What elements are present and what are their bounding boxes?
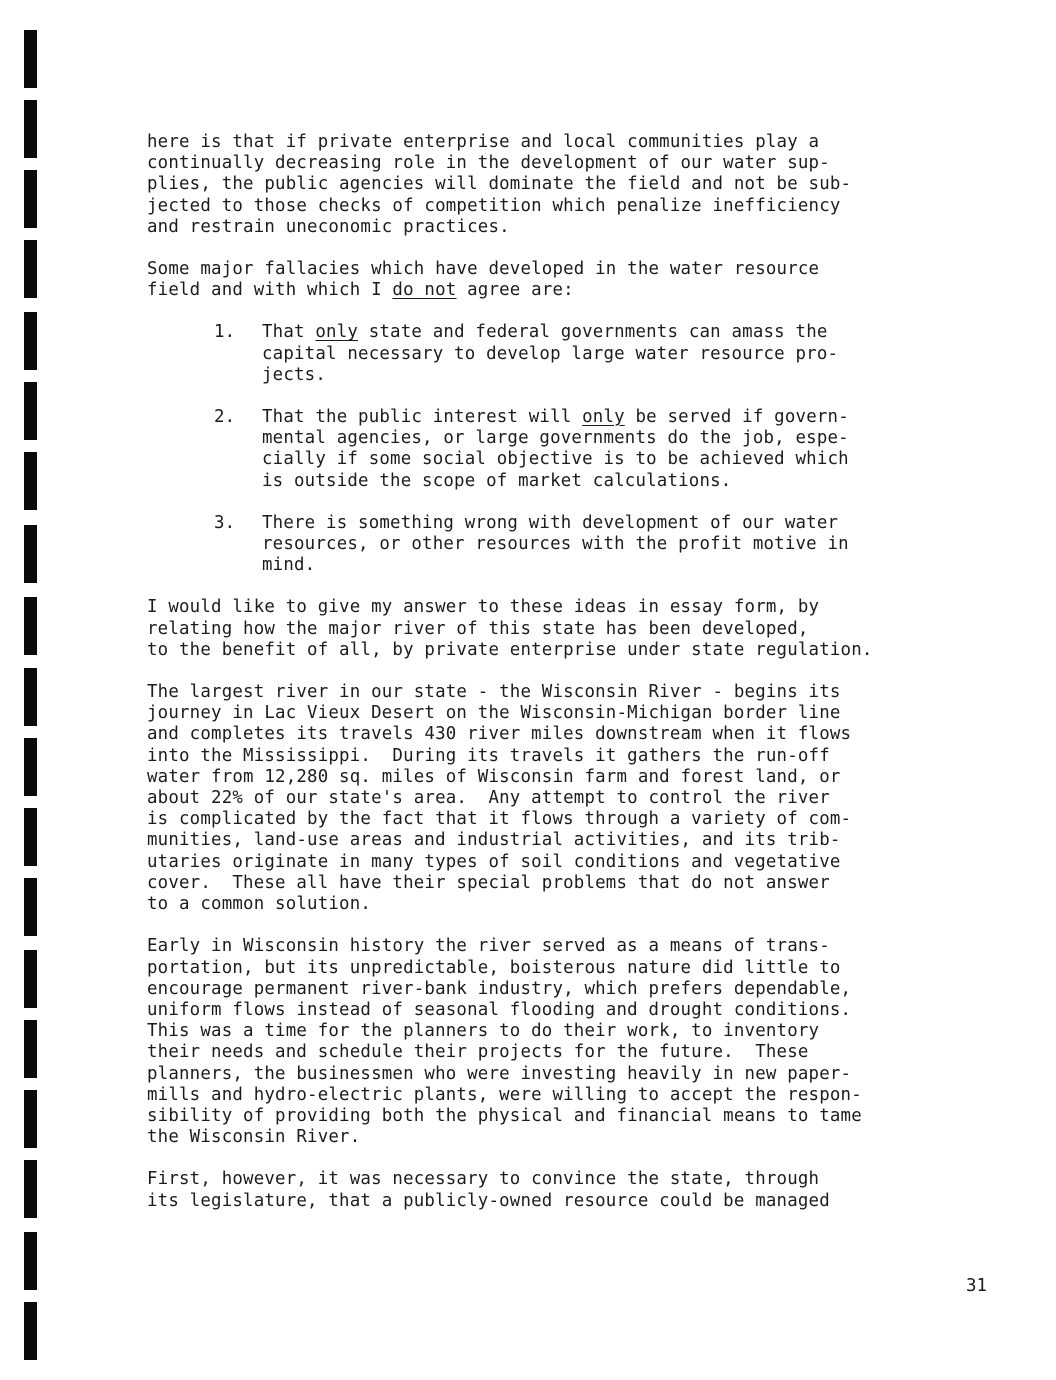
text-line: Early in Wisconsin history the river served as a means of trans- <box>147 936 830 957</box>
paragraph-legislature <box>147 1169 1007 1211</box>
text-line: jected to those checks of competition which penalize inefficiency <box>147 195 841 216</box>
text-line: Some major fallacies which have developed in the water resource <box>147 259 820 280</box>
page-number: 31 <box>966 1276 987 1296</box>
text-line: First, however, it was necessary to convince the state, through <box>147 1169 820 1190</box>
binder-hole <box>24 30 37 88</box>
text-line: portation, but its unpredictable, boisterous nature did little to <box>147 957 841 978</box>
text-line: munities, land-use areas and industrial activities, and its trib- <box>147 830 841 851</box>
text-line: mind. <box>262 555 316 576</box>
paragraph-fallacies-intro <box>147 259 1007 301</box>
text-run: field and with which I <box>147 280 393 301</box>
text-line: the Wisconsin River. <box>147 1127 361 1148</box>
typed-page-body <box>147 132 1007 1233</box>
list-item <box>214 407 1007 492</box>
text-run: agree are: <box>456 280 574 301</box>
text-line: There is something wrong with development of our water <box>262 512 839 533</box>
text-line: cover. These all have their special problems that do not answer <box>147 872 830 893</box>
text-line: The largest river in our state - the Wisconsin River - begins its <box>147 682 841 703</box>
binder-hole <box>24 382 37 440</box>
list-item <box>214 513 1007 577</box>
text-line: journey in Lac Vieux Desert on the Wisconsin-Michigan border line <box>147 703 841 724</box>
list-number: 2. <box>214 407 236 428</box>
text-line: utaries originate in many types of soil conditions and vegetative <box>147 851 841 872</box>
underlined-text: only <box>582 407 625 428</box>
text-line: continually decreasing role in the development of our water sup- <box>147 153 830 174</box>
binder-hole <box>24 1020 37 1078</box>
text-line <box>262 322 1007 343</box>
binder-holes <box>24 0 38 1380</box>
text-line: uniform flows instead of seasonal flooding and drought conditions. <box>147 999 852 1020</box>
binder-hole <box>24 312 37 370</box>
text-run: That <box>262 322 316 343</box>
binder-hole <box>24 1232 37 1290</box>
paragraph-early-history <box>147 936 1007 1148</box>
underlined-text: do not <box>392 280 457 301</box>
text-line: resources, or other resources with the profit motive in <box>262 534 849 555</box>
text-line: is complicated by the fact that it flows through a variety of com- <box>147 809 852 830</box>
binder-hole <box>24 100 37 158</box>
paragraph-essay-intro <box>147 597 1007 661</box>
binder-hole <box>24 170 37 228</box>
binder-hole <box>24 597 37 655</box>
text-line: sibility of providing both the physical and financial means to tame <box>147 1105 862 1126</box>
text-line: encourage permanent river-bank industry, which prefers dependable, <box>147 978 852 999</box>
text-line: water from 12,280 sq. miles of Wisconsin farm and forest land, or <box>147 766 841 787</box>
text-line: relating how the major river of this state has been developed, <box>147 618 809 639</box>
binder-hole <box>24 240 37 298</box>
text-line: is outside the scope of market calculations. <box>262 470 732 491</box>
binder-hole <box>24 668 37 726</box>
binder-hole <box>24 1160 37 1218</box>
binder-hole <box>24 878 37 936</box>
text-line: This was a time for the planners to do their work, to inventory <box>147 1021 820 1042</box>
binder-hole <box>24 452 37 510</box>
paragraph-wisconsin-river <box>147 682 1007 915</box>
list-item <box>214 322 1007 386</box>
text-line: planners, the businessmen who were investing heavily in new paper- <box>147 1063 852 1084</box>
text-line: mills and hydro-electric plants, were willing to accept the respon- <box>147 1084 862 1105</box>
text-line: capital necessary to develop large water resource pro- <box>262 343 839 364</box>
text-line: and completes its travels 430 river miles downstream when it flows <box>147 724 852 745</box>
text-line: here is that if private enterprise and local communities play a <box>147 132 820 152</box>
binder-hole <box>24 738 37 796</box>
binder-hole <box>24 808 37 866</box>
binder-hole <box>24 525 37 583</box>
text-line: to the benefit of all, by private enterprise under state regulation. <box>147 639 873 660</box>
list-number: 1. <box>214 322 236 343</box>
text-line: mental agencies, or large governments do the job, espe- <box>262 428 849 449</box>
paragraph-opening <box>147 132 1007 238</box>
text-line: to a common solution. <box>147 894 372 915</box>
binder-hole <box>24 950 37 1008</box>
text-run: state and federal governments can amass the <box>358 322 828 343</box>
underlined-text: only <box>315 322 359 343</box>
text-line: I would like to give my answer to these ideas in essay form, by <box>147 597 820 618</box>
text-line: plies, the public agencies will dominate the field and not be sub- <box>147 174 852 195</box>
text-line: their needs and schedule their projects for the future. These <box>147 1042 809 1063</box>
text-line: cially if some social objective is to be achieved which <box>262 449 849 470</box>
text-line: its legislature, that a publicly-owned resource could be managed <box>147 1190 830 1211</box>
text-line: and restrain uneconomic practices. <box>147 216 510 237</box>
binder-hole <box>24 1302 37 1360</box>
list-number: 3. <box>214 512 236 533</box>
text-line: about 22% of our state's area. Any attempt to control the river <box>147 788 830 809</box>
text-line: into the Mississippi. During its travels it gathers the run-off <box>147 745 830 766</box>
text-run: be served if govern- <box>624 407 849 428</box>
text-line <box>262 407 1007 428</box>
text-line <box>147 280 1007 301</box>
binder-hole <box>24 1090 37 1148</box>
text-run: That the public interest will <box>262 407 583 428</box>
text-line: jects. <box>262 364 327 385</box>
